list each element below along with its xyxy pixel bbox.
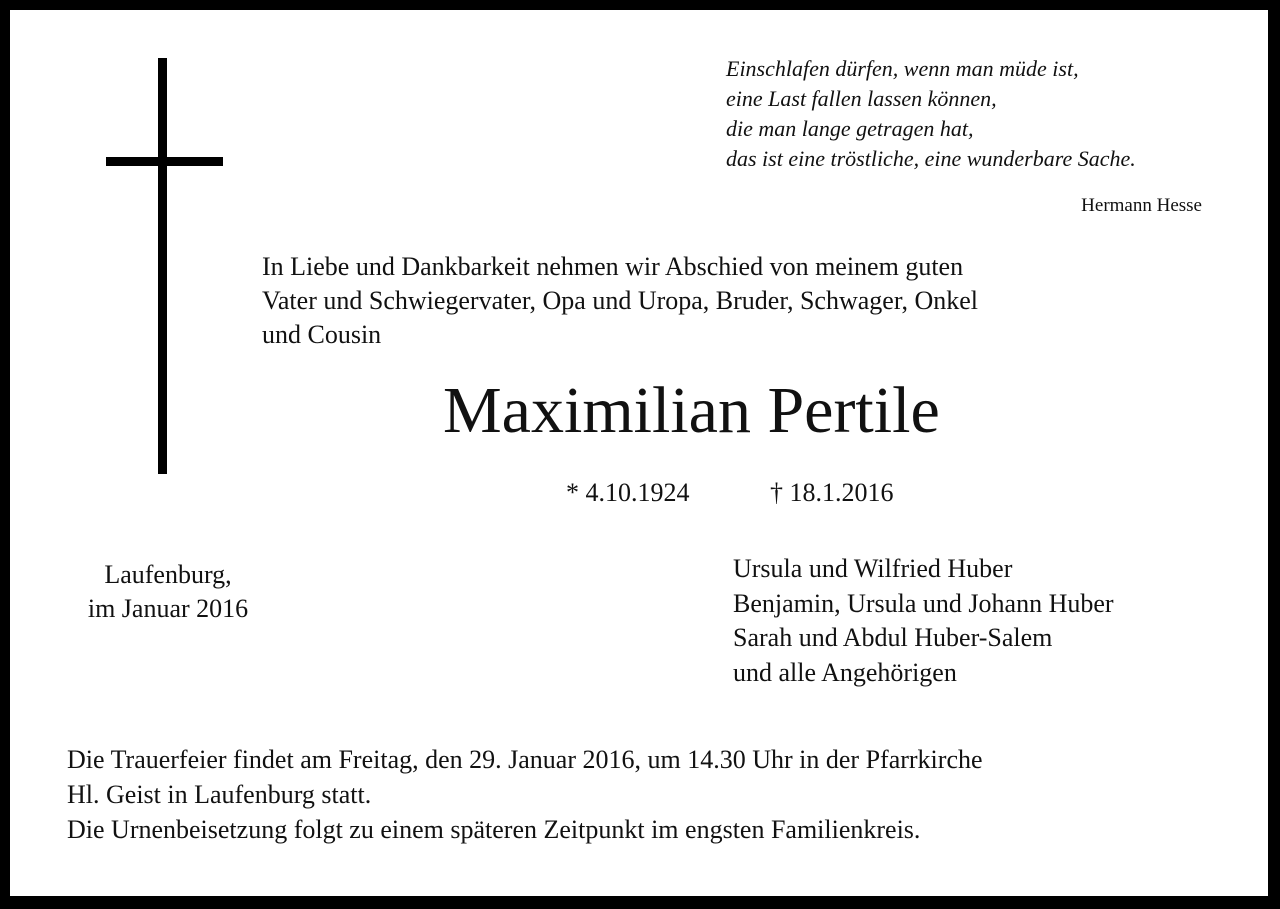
place-line: Laufenburg, bbox=[104, 560, 232, 589]
quote-line: die man lange getragen hat, bbox=[726, 116, 974, 141]
place-and-date bbox=[58, 558, 278, 626]
mourner-line: Ursula und Wilfried Huber bbox=[733, 554, 1013, 583]
mourners-list bbox=[733, 552, 1114, 690]
quote-line: eine Last fallen lassen können, bbox=[726, 86, 997, 111]
farewell-text bbox=[262, 250, 1182, 352]
death-date: † 18.1.2016 bbox=[770, 478, 894, 507]
deceased-name: Maximilian Pertile bbox=[443, 374, 940, 447]
service-line: Die Urnenbeisetzung folgt zu einem späteren Zeitpunkt im engsten Familienkreis. bbox=[67, 815, 921, 844]
service-line: Die Trauerfeier findet am Freitag, den 29. Januar 2016, um 14.30 Uhr in der Pfarrkirche bbox=[67, 745, 983, 774]
hesse-quote bbox=[726, 54, 1226, 174]
mourner-line: und alle Angehörigen bbox=[733, 657, 957, 687]
quote-line: Einschlafen dürfen, wenn man müde ist, bbox=[726, 56, 1079, 81]
service-line: Hl. Geist in Laufenburg statt. bbox=[67, 780, 372, 809]
birth-date: * 4.10.1924 bbox=[566, 478, 690, 507]
service-details bbox=[67, 742, 983, 847]
cross-icon bbox=[158, 58, 167, 474]
farewell-line: Vater und Schwiegervater, Opa und Uropa, Bruder, Schwager, Onkel bbox=[262, 286, 978, 315]
cross-icon-bar bbox=[106, 157, 223, 166]
farewell-line: In Liebe und Dankbarkeit nehmen wir Abschied von meinem guten bbox=[262, 252, 964, 281]
quote-author: Hermann Hesse bbox=[1081, 195, 1202, 216]
farewell-line: und Cousin bbox=[262, 320, 382, 349]
mourner-line: Benjamin, Ursula und Johann Huber bbox=[733, 588, 1114, 618]
mourner-line: Sarah und Abdul Huber-Salem bbox=[733, 623, 1053, 652]
quote-line: das ist eine tröstliche, eine wunderbare Sache. bbox=[726, 146, 1136, 171]
place-line: im Januar 2016 bbox=[87, 594, 249, 623]
